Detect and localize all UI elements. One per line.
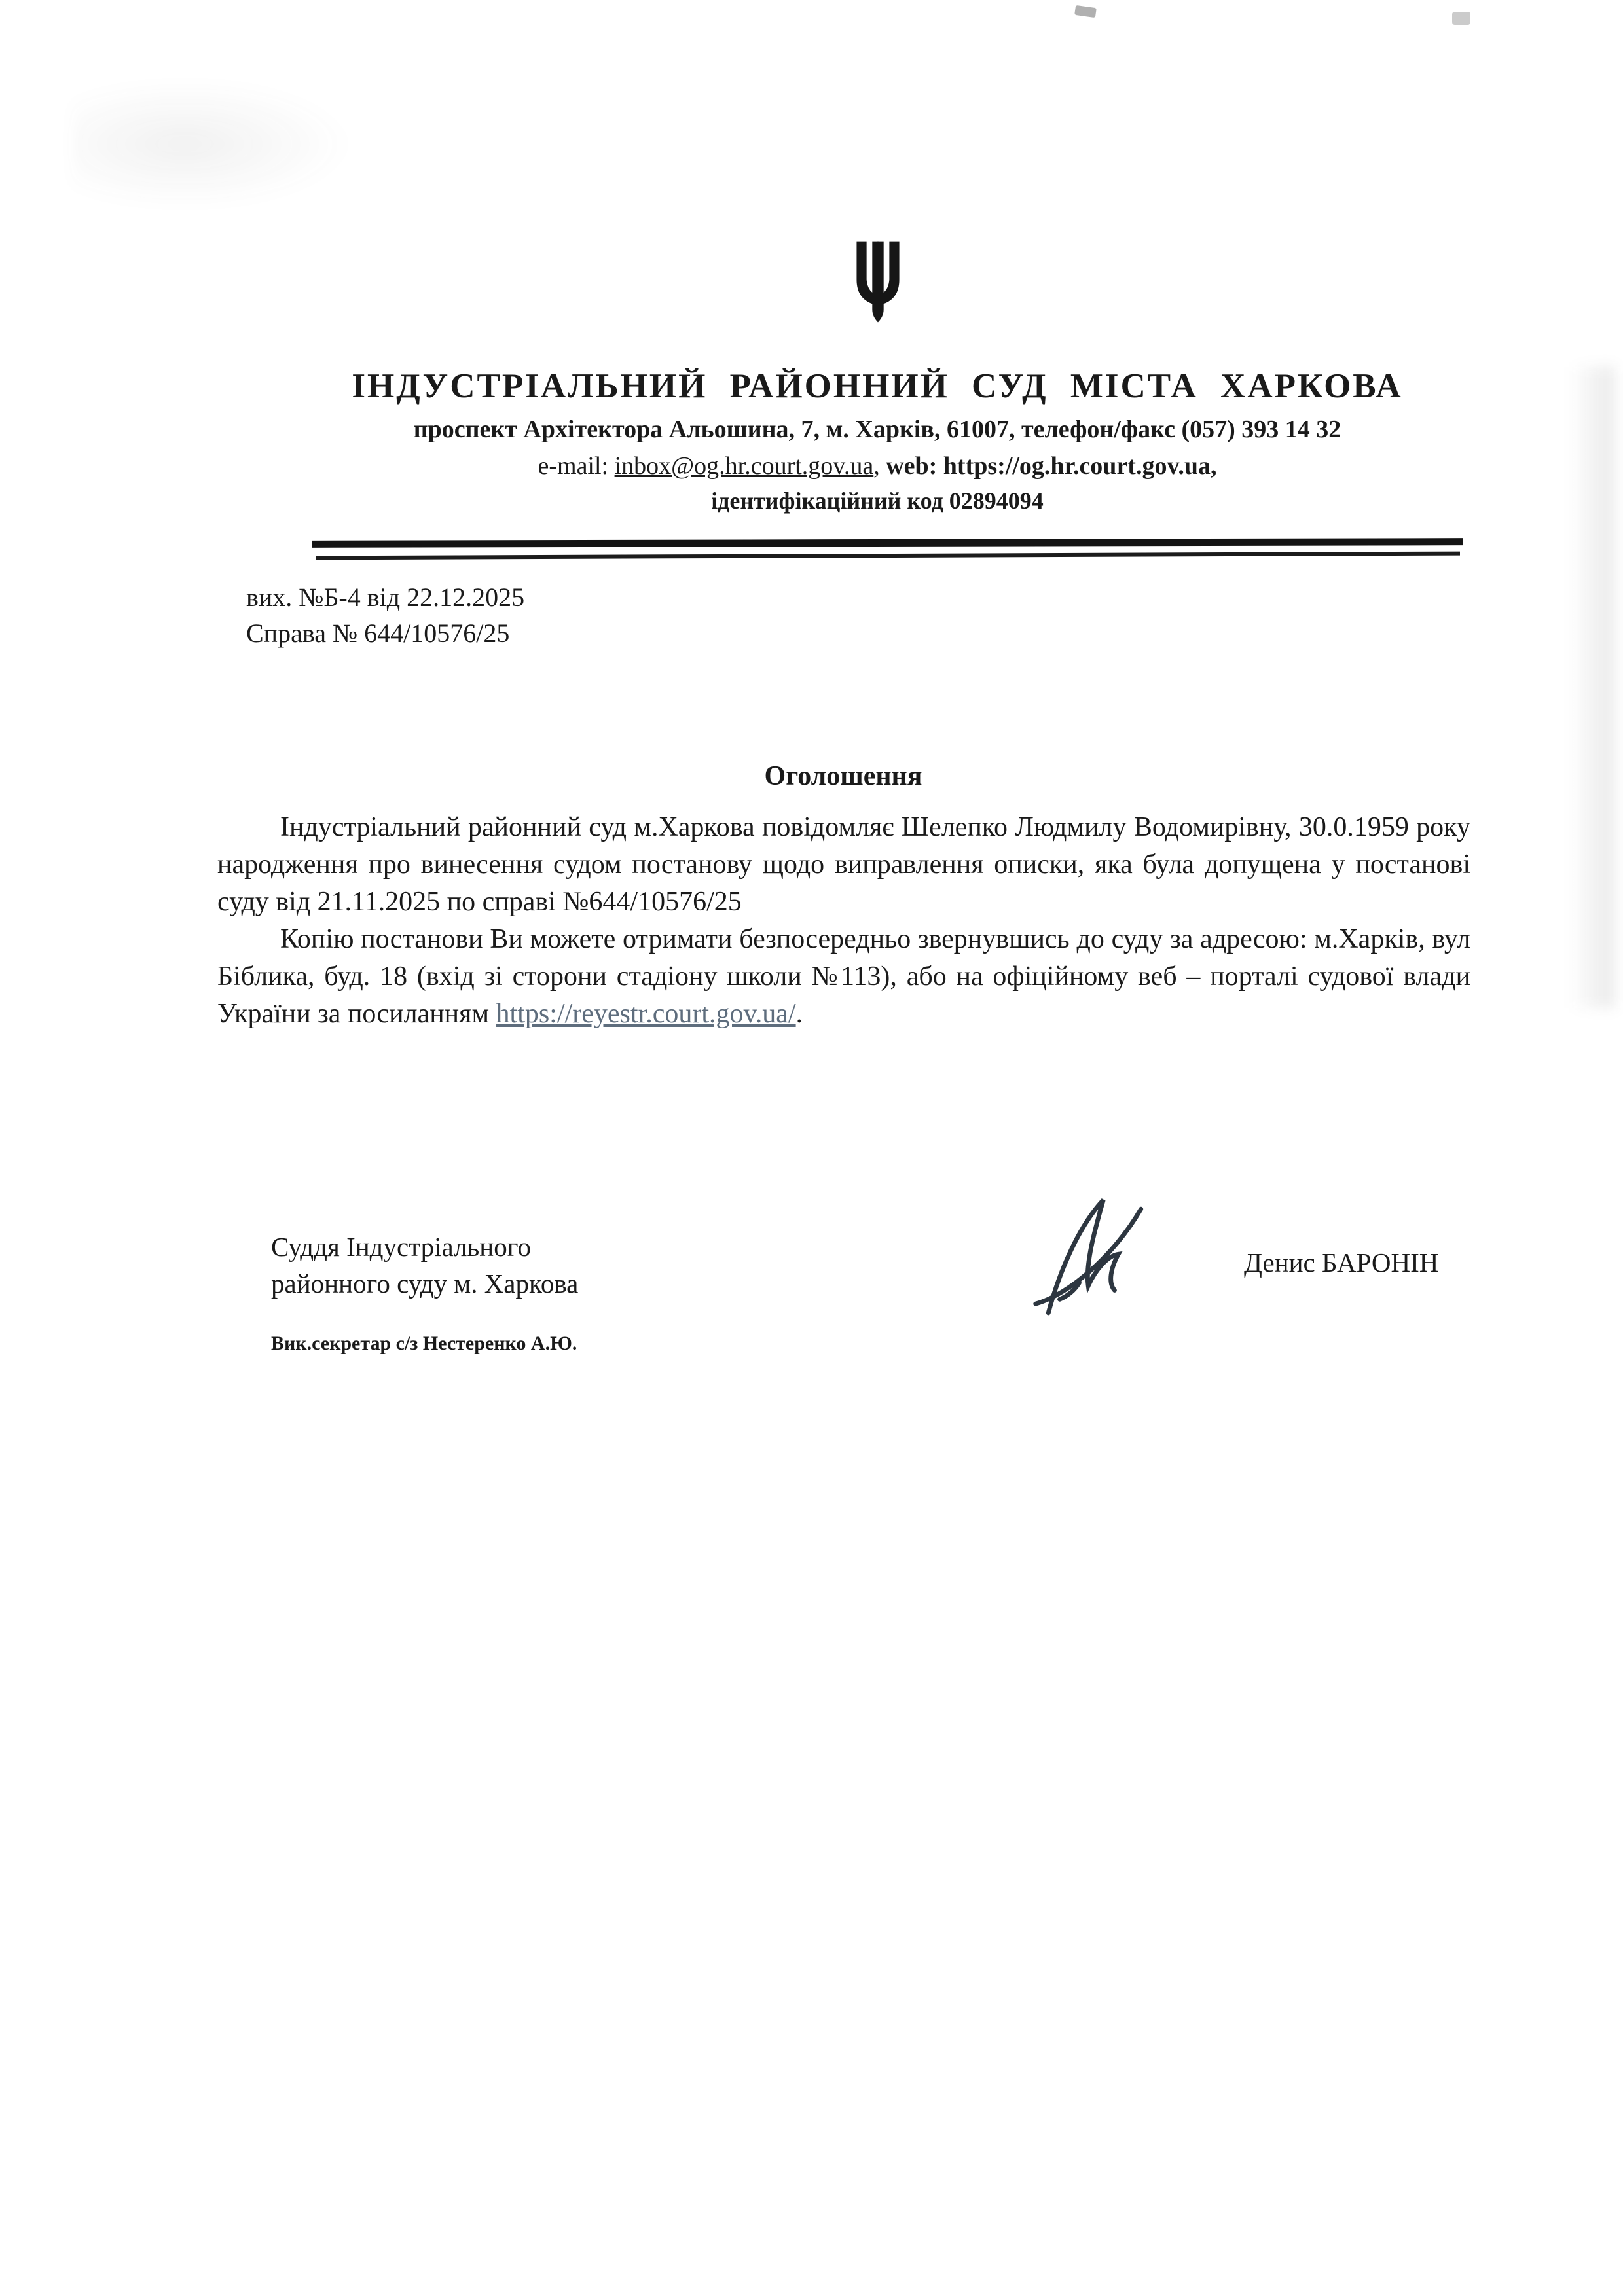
announcement-paragraph-2 (217, 921, 1470, 1033)
announcement-paragraph-1: Індустріальний районний суд м.Харкова повідомляє Шелепко Людмилу Водомирівну, 30.0.1959 року народження про винесення судом постанову щодо виправлення описки, яка була допущена у постанові суду від 21.11.2025 по справі №644/10576/25 (217, 812, 1470, 917)
email-separator: , (873, 452, 886, 480)
scan-artifact-top-right (1452, 12, 1470, 25)
court-address-line: проспект Архітектора Альошина, 7, м. Харків, 61007, телефон/факс (057) 393 14 32 (413, 416, 1341, 443)
judge-name: Денис БАРОНІН (1244, 1247, 1439, 1278)
email-link[interactable]: inbox@og.hr.court.gov.ua (614, 452, 874, 480)
letterhead-rule-thick (312, 538, 1463, 548)
identification-code-line: ідентифікаційний код 02894094 (711, 488, 1044, 514)
case-number-line: Справа № 644/10576/25 (246, 619, 510, 648)
paragraph-2-period: . (795, 999, 803, 1029)
letterhead-rule-thin (316, 552, 1460, 560)
outgoing-number-line: вих. №Б-4 від 22.12.2025 (246, 583, 525, 612)
paragraph-2-text: Копію постанови Ви можете отримати безпосередньо звернувшись до суду за адресою: м.Харків, вул Біблика, буд. 18 (вхід зі сторони стадіону школи №113), або на офіційному веб – порталі судової влади України за посиланням (217, 924, 1470, 1029)
registry-link[interactable]: https://reyestr.court.gov.ua/ (496, 999, 796, 1029)
scan-artifact-top-center (1074, 5, 1097, 18)
scan-smudge-top-left (72, 79, 354, 209)
judge-title-line-2: районного суду м. Харкова (271, 1268, 579, 1299)
secretary-note: Вик.секретар с/з Нестеренко А.Ю. (271, 1333, 577, 1354)
handwritten-signature (1007, 1186, 1158, 1330)
letterhead (282, 367, 1473, 514)
web-link[interactable]: web: https://og.hr.court.gov.ua, (886, 452, 1217, 480)
announcement-title: Оголошення (764, 761, 922, 791)
court-contacts-line (282, 452, 1473, 480)
announcement-body (217, 809, 1470, 1033)
court-name: ІНДУСТРІАЛЬНИЙ РАЙОННИЙ СУД МІСТА ХАРКОВА (352, 367, 1403, 405)
email-label: e-mail: (538, 452, 615, 480)
reference-block (246, 579, 524, 651)
scan-smudge-right-edge (1569, 367, 1614, 1008)
ukraine-trident-emblem-icon (841, 236, 915, 335)
judge-title-line-1: Суддя Індустріального (271, 1232, 531, 1262)
judge-title (271, 1229, 578, 1302)
